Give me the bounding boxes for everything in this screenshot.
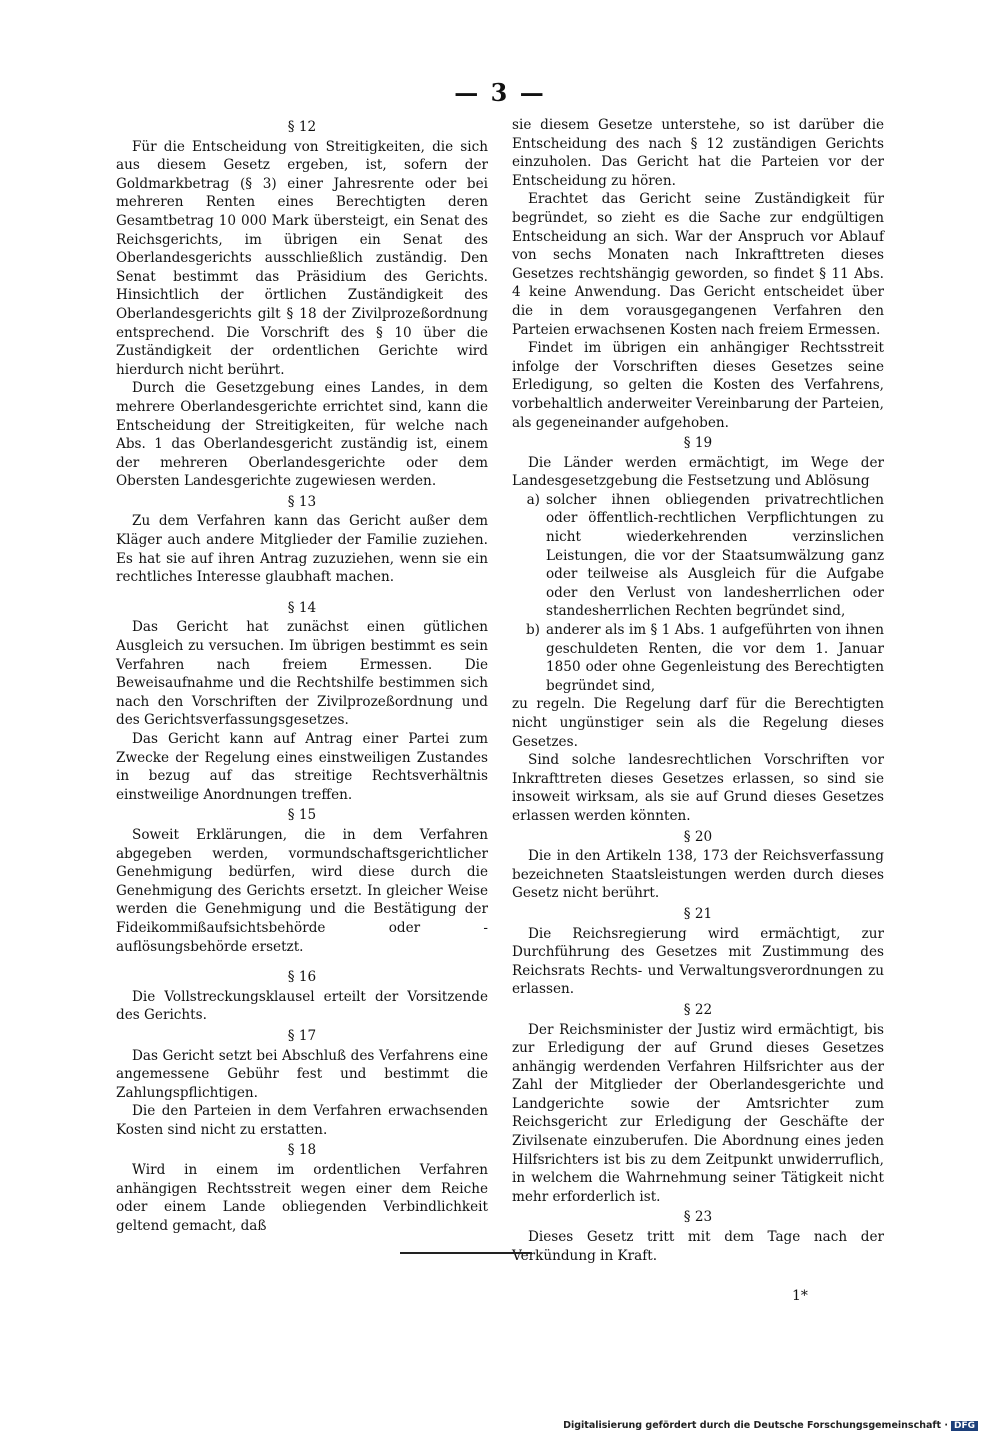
section-heading-15: § 15 <box>287 807 317 824</box>
section-14-paragraph-2: Das Gericht kann auf Antrag einer Partei zum Zwecke der Regelung eines einstweiligen Zustandes in bezug auf das streitige Rechtsverhältnis einstweilige Anordnungen treffen. <box>116 731 488 803</box>
section-17-paragraph-2: Die den Parteien in dem Verfahren erwachsenden Kosten sind nicht zu erstatten. <box>116 1103 488 1138</box>
section-15-paragraph-1: Soweit Erklärungen, die in dem Verfahren abgegeben werden, vormundschaftsgerichtlicher Genehmigung bedürfen, wird diese durch die Genehmigung des Gerichts ersetzt. In gleicher Weise werden die Genehmigung und die Bestätigung der Fideikommißaufsichtsbehörde oder -auflösungsbehörde ersetzt. <box>116 826 488 955</box>
item-b-text: anderer als im § 1 Abs. 1 aufgeführten von ihnen geschuldeten Renten, die vor dem 1. Januar 1850 oder ohne Gegenleistung des Berechtigten begründet sind, <box>546 622 884 694</box>
item-b-label: b) <box>525 622 540 639</box>
section-heading-20: § 20 <box>683 828 713 845</box>
section-heading-19: § 19 <box>683 435 713 452</box>
section-22-paragraph-1: Der Reichsminister der Justiz wird ermächtigt, bis zur Erledigung der auf Grund dieses Gesetzes anhängig werdenden Verfahren Hilfsrichter aus der Zahl der Mitglieder der Oberlandesgerichte und Landgerichte sowie der Amtsrichter zum Reichsgericht zur Erledigung der Geschäfte der Zivilsenate einzuberufen. Die Abordnung eines jeden Hilfsrichters ist bis zu dem Zeitpunkt unwiderruflich, in welchem die Wahrnehmung seiner Tätigkeit nicht mehr erforderlich ist. <box>512 1021 884 1205</box>
end-rule <box>400 1252 532 1254</box>
section-19-item-a <box>512 491 884 621</box>
left-column <box>116 116 488 1235</box>
section-19-intro: Die Länder werden ermächtigt, im Wege der Landesgesetzgebung die Festsetzung und Ablösung <box>512 454 884 490</box>
section-21-paragraph-1: Die Reichsregierung wird ermächtigt, zur Durchführung des Gesetzes mit Zustimmung des Reichsrats Rechts- und Verwaltungsverordnungen zu erlassen. <box>512 925 884 998</box>
section-12-paragraph-1: Für die Entscheidung von Streitigkeiten, die sich aus diesem Gesetz ergeben, ist, sofern der Goldmarkbetrag (§ 3) einer Jahresrente oder bei mehreren Renten eines Berechtigten deren Gesamtbetrag 10 000 Mark übersteigt, ein Senat des Reichsgerichts, im übrigen ein Senat des Oberlandesgerichts ausschließlich zuständig. Den Senat bestimmt das Präsidium des Gerichts. Hinsichtlich der örtlichen Zuständigkeit des Oberlandesgerichts gilt § 18 der Zivilprozeßordnung entsprechend. Die Vorschrift des § 10 über die Zuständigkeit der ordentlichen Gerichte wird hierdurch nicht berührt. <box>116 138 488 378</box>
section-23-paragraph-1: Dieses Gesetz tritt mit dem Tage nach der Verkündung in Kraft. <box>512 1229 884 1264</box>
section-heading-23: § 23 <box>683 1209 713 1226</box>
section-heading-14: § 14 <box>287 599 317 616</box>
signature-mark: 1* <box>792 1288 808 1304</box>
section-19-tail: zu regeln. Die Regelung darf für die Berechtigten nicht ungünstiger sein als die Regelung dieses Gesetzes. <box>512 696 884 750</box>
section-20-paragraph-1: Die in den Artikeln 138, 173 der Reichsverfassung bezeichneten Staatsleistungen werden durch dieses Gesetz nicht berührt. <box>512 848 884 902</box>
right-column <box>512 116 884 1265</box>
section-16-paragraph-1: Die Vollstreckungsklausel erteilt der Vorsitzende des Gerichts. <box>116 988 488 1024</box>
page-number: — 3 — <box>454 78 546 107</box>
section-13-paragraph-1: Zu dem Verfahren kann das Gericht außer dem Kläger auch andere Mitglieder der Familie zuziehen. Es hat sie auf ihren Antrag zuzuziehen, wenn sie ein rechtliches Interesse glaubhaft machen. <box>116 513 488 586</box>
section-14-paragraph-1: Das Gericht hat zunächst einen gütlichen Ausgleich zu versuchen. Im übrigen bestimmt es sein Verfahren nach freiem Ermessen. Die Beweisaufnahme und die Rechtshilfe bestimmen sich nach den Vorschriften der Zivilprozeßordnung und des Gerichtsverfassungsgesetzes. <box>116 619 488 729</box>
section-19-item-b <box>512 621 884 695</box>
section-heading-17: § 17 <box>287 1027 317 1044</box>
item-a-label: a) <box>526 491 540 508</box>
section-heading-18: § 18 <box>287 1142 317 1159</box>
section-heading-21: § 21 <box>683 905 713 922</box>
item-a-text: solcher ihnen obliegenden privatrechtlichen oder öffentlich-rechtlichen Verpflichtungen zu nicht wiederkehrenden verzinslichen Leistungen, die vor der Staatsumwälzung ganz oder teilweise als Ausgleich für die Aufgabe oder den Verlust von landesherrlichen oder standesherrlichen Rechten begründet sind, <box>546 491 884 620</box>
section-18-paragraph-3: Findet im übrigen ein anhängiger Rechtsstreit infolge der Vorschriften dieses Gesetzes seine Erledigung, so gelten die Kosten des Verfahrens, vorbehaltlich anderweiter Vereinbarung der Parteien, als gegeneinander aufgehoben. <box>512 340 884 431</box>
section-heading-12: § 12 <box>287 119 317 135</box>
section-19-paragraph-2: Sind solche landesrechtlichen Vorschriften vor Inkrafttreten dieses Gesetzes erlassen, so sind sie insoweit wirksam, als sie auf Grund dieses Gesetzes erlassen werden könnten. <box>512 752 884 824</box>
section-17-paragraph-1: Das Gericht setzt bei Abschluß des Verfahrens eine angemessene Gebühr fest und bestimmt die Zahlungspflichtigen. <box>116 1047 488 1101</box>
section-18-paragraph-1: Wird in einem im ordentlichen Verfahren anhängigen Rechtsstreit wegen einer dem Reiche oder einem Lande obliegenden Verbindlichkeit geltend gemacht, daß <box>116 1162 488 1234</box>
section-12-paragraph-2: Durch die Gesetzgebung eines Landes, in dem mehrere Oberlandesgerichte errichtet sind, kann die Entscheidung der Streitigkeiten, für welche nach Abs. 1 das Oberlandesgericht zuständig ist, einem der mehreren Oberlandesgerichte oder dem Obersten Landesgerichte zugewiesen werden. <box>116 380 488 490</box>
dfg-logo: DFG <box>951 1421 978 1431</box>
section-heading-22: § 22 <box>683 1001 713 1018</box>
footer-credit <box>563 1420 978 1431</box>
footer-text: Digitalisierung gefördert durch die Deutsche Forschungsgemeinschaft · <box>563 1420 948 1431</box>
section-heading-16: § 16 <box>287 969 317 986</box>
section-heading-13: § 13 <box>287 493 317 510</box>
section-18-continuation: sie diesem Gesetze unterstehe, so ist darüber die Entscheidung des nach § 12 zuständigen Gerichts einzuholen. Das Gericht hat die Parteien vor der Entscheidung zu hören. <box>512 117 884 189</box>
section-18-paragraph-2: Erachtet das Gericht seine Zuständigkeit für begründet, so zieht es die Sache zur endgültigen Entscheidung an sich. War der Anspruch vor Ablauf von sechs Monaten nach Inkrafttreten dieses Gesetzes rechtshängig geworden, so findet § 11 Abs. 4 keine Anwendung. Das Gericht entscheidet über die in dem vorausgegangenen Verfahren den Parteien erwachsenen Kosten nach freiem Ermessen. <box>512 191 884 338</box>
